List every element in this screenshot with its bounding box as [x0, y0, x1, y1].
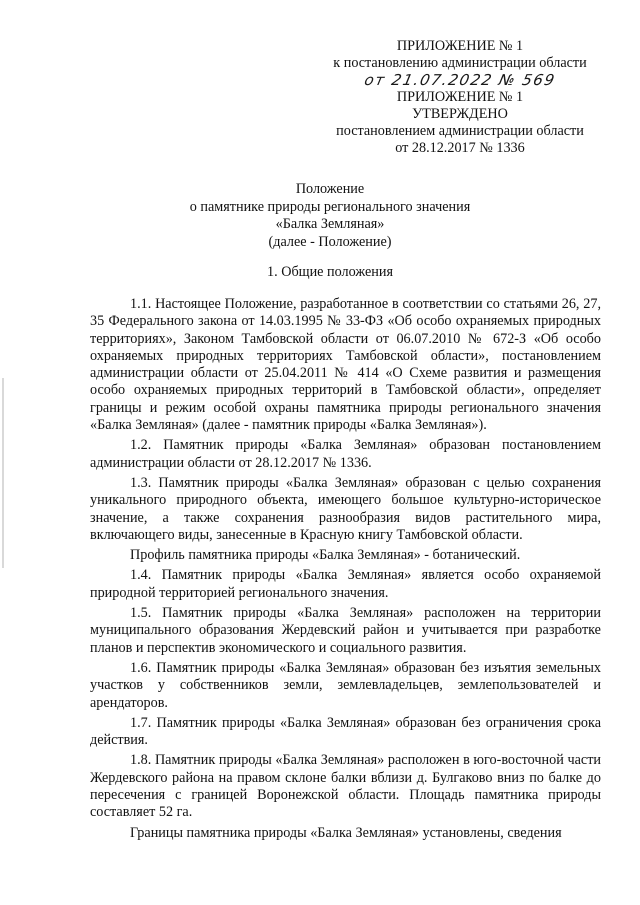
approved-label: УТВЕРЖДЕНО — [412, 106, 508, 122]
paragraph-1-5: 1.5. Памятник природы «Балка Земляная» расположен на территории муниципального образования Жердевский район и учитывается при разработке планов и перспектив экономического и социального развития. — [90, 605, 601, 656]
approved-by: постановлением администрации области — [336, 123, 584, 139]
paragraph-1-3: 1.3. Памятник природы «Балка Земляная» образован с целью сохранения уникального природного объекта, имеющего большое культурно-историческое значение, а также сохранения разнообразия видов растительного мира, включающего виды, занесенные в Красную книгу Тамбовской области. — [90, 474, 601, 543]
title-line-2: о памятнике природы регионального значения — [189, 198, 471, 215]
section-heading: 1. Общие положения — [267, 264, 393, 280]
document-title — [150, 181, 510, 251]
title-line-1: Положение — [295, 181, 365, 197]
title-line-3: «Балка Земляная» — [275, 216, 385, 232]
approved-date-number: от 28.12.2017 № 1336 — [395, 140, 525, 156]
paragraph-1-4: 1.4. Памятник природы «Балка Земляная» является особо охраняемой природной территорией регионального значения. — [90, 567, 601, 601]
paragraph-1-6: 1.6. Памятник природы «Балка Земляная» образован без изъятия земельных участков у собственников земли, землевладельцев, землепользователей и арендаторов. — [90, 659, 601, 711]
title-line-4: (далее - Положение) — [268, 233, 392, 250]
approval-header — [300, 38, 620, 157]
handwritten-date-number: от 21.07.2022 № 569 — [362, 71, 558, 89]
paragraph-boundaries: Границы памятника природы «Балка Земляная» установлены, сведения — [130, 824, 562, 841]
scan-edge-mark — [2, 378, 4, 568]
paragraph-1-1: 1.1. Настоящее Положение, разработанное в соответствии со статьями 26, 27, 35 Федерального закона от 14.03.1995 № 33-ФЗ «Об особо охраняемых природных территориях», Законом Тамбовской области от 06.07.2010 № 672-З «Об особо охраняемых природных территориях Тамбовской области», постановлением администрации области от 25.04.2011 № 414 «О Схеме развития и размещения особо охраняемых природных территорий в Тамбовской области», определяет границы и режим особой охраны памятника природы регионального значения «Балка Земляная» (далее - памятник природы «Балка Земляная»). — [90, 296, 601, 434]
paragraph-1-7: 1.7. Памятник природы «Балка Земляная» образован без ограничения срока действия. — [90, 714, 601, 749]
appendix-label-2: ПРИЛОЖЕНИЕ № 1 — [396, 89, 524, 105]
paragraph-profile: Профиль памятника природы «Балка Земляная» - ботанический. — [130, 547, 521, 564]
resolution-reference: к постановлению администрации области — [333, 55, 587, 71]
document-body — [90, 296, 601, 845]
paragraph-1-2: 1.2. Памятник природы «Балка Земляная» образован постановлением администрации области от 28.12.2017 № 1336. — [90, 437, 601, 471]
appendix-label: ПРИЛОЖЕНИЕ № 1 — [396, 38, 524, 54]
paragraph-1-8: 1.8. Памятник природы «Балка Земляная» расположен в юго-восточной части Жердевского района на правом склоне балки вблизи д. Булгаково вниз по балке до пересечения с границей Воронежской области. Площадь памятника природы составляет 52 га. — [90, 752, 601, 821]
